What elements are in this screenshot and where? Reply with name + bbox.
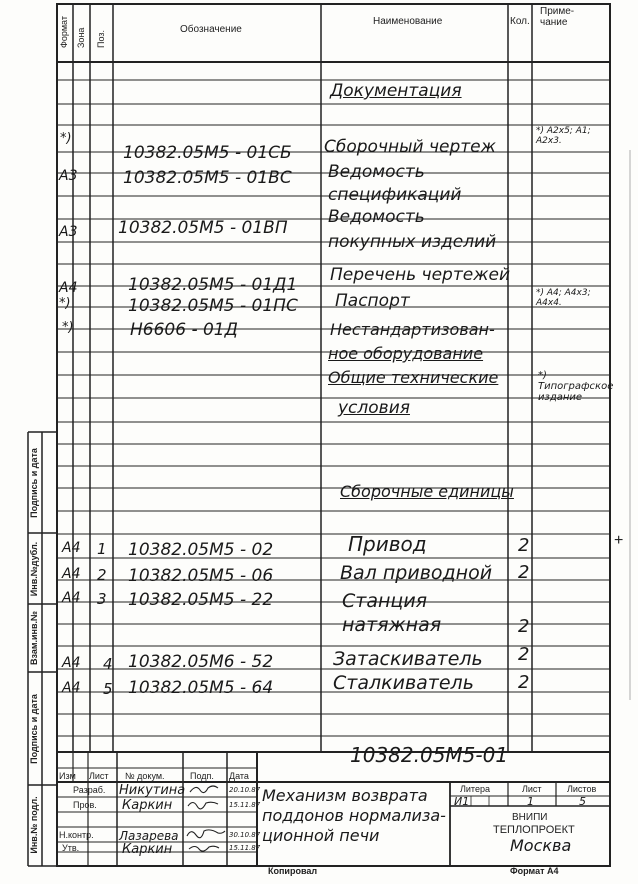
prov-label: Пров. (73, 800, 97, 810)
row-designation: 10382.05М5 - 64 (128, 678, 274, 698)
row-format: А4 (62, 680, 81, 696)
title-line-2: поддонов нормализа- (262, 806, 446, 825)
side-label-inv-dubl: Инв.№дубл. (29, 541, 39, 597)
prov-name: Каркин (122, 798, 173, 813)
doc-number: 10382.05М5-01 (350, 743, 509, 767)
prov-date: 15.11.87 (229, 801, 261, 809)
row-designation: 10382.05М5 - 22 (128, 590, 274, 610)
title-line-1: Механизм возврата (262, 786, 428, 805)
row-note: *) А2х5; А1; А2х3. (536, 126, 591, 146)
sheets-label: Листов (567, 784, 597, 794)
row-pos: 3 (97, 590, 107, 608)
col-date: Дата (229, 771, 249, 781)
nkontr-name: Лазарева (119, 829, 179, 843)
sheets-value: 5 (579, 795, 586, 808)
row-name: Сталкиватель (333, 672, 474, 694)
row-name: Ведомость (328, 207, 425, 227)
row-name: Сборочный чертеж (324, 137, 496, 157)
stray-mark: + (614, 532, 624, 549)
row-qty: 2 (518, 644, 530, 665)
col-izm: Изм (59, 771, 76, 781)
row-name: Нестандартизован- (330, 320, 495, 339)
razrab-date: 20.10.87 (229, 786, 261, 794)
row-format: А3 (59, 168, 78, 184)
litera-value: И1 (454, 795, 470, 808)
row-name: условия (338, 398, 410, 418)
utv-date: 15.11.87 (229, 844, 261, 852)
side-label-sign-date-1: Подпись и дата (29, 694, 39, 764)
side-label-vzam: Взам.инв.№ (29, 610, 39, 666)
org-line-2: ТЕПЛОПРОЕКТ (493, 824, 575, 836)
row-format: А4 (59, 280, 78, 296)
title-line-3: ционной печи (262, 826, 380, 845)
col-list: Лист (89, 771, 109, 781)
row-pos: 2 (97, 566, 107, 584)
header-zone: Зона (76, 27, 86, 48)
org-line-3: Москва (510, 836, 572, 855)
nkontr-label: Н.контр. (59, 830, 94, 840)
side-label-sign-date-2: Подпись и дата (29, 448, 39, 518)
row-qty: 2 (518, 672, 530, 693)
row-format: *) (62, 320, 74, 335)
razrab-name: Никутина (119, 783, 186, 798)
utv-name: Каркин (122, 842, 173, 857)
row-qty: 2 (518, 535, 530, 556)
row-name: натяжная (342, 614, 442, 636)
header-qty: Кол. (510, 16, 530, 27)
row-format: *) (59, 296, 71, 311)
row-name: Ведомость (328, 162, 425, 182)
utv-label: Утв. (62, 843, 80, 853)
row-name: Паспорт (335, 291, 410, 311)
row-designation: 10382.05М5 - 01ВС (123, 168, 292, 188)
footer-copied: Копировал (268, 866, 318, 876)
footer-format: Формат А4 (510, 866, 559, 876)
row-designation: 10382.05М5 - 06 (128, 566, 274, 586)
row-name: спецификаций (328, 185, 462, 205)
row-pos: 1 (97, 540, 107, 558)
row-name: Привод (348, 532, 427, 556)
org-line-1: ВНИПИ (512, 812, 548, 823)
row-format: А4 (62, 590, 81, 606)
row-designation: 10382.05М5 - 02 (128, 540, 274, 560)
row-name: Общие технические (328, 368, 499, 387)
sheet-label: Лист (522, 784, 542, 794)
row-format: А4 (62, 566, 81, 582)
nkontr-date: 30.10.87 (229, 831, 261, 839)
header-designation: Обозначение (180, 24, 242, 35)
row-pos: 5 (103, 680, 113, 698)
row-name: Станция (342, 590, 428, 612)
row-designation: 10382.05М5 - 01Д1 (128, 275, 298, 295)
row-designation: Н6606 - 01Д (130, 320, 238, 340)
row-qty: 2 (518, 616, 530, 637)
side-label-inv-orig: Инв.№ подл. (29, 796, 39, 854)
row-format: А4 (62, 655, 81, 671)
header-note: Приме- чание (540, 6, 575, 28)
row-note: *) Типографское издание (538, 370, 614, 403)
row-name: покупных изделий (328, 232, 497, 252)
row-format: *) (60, 131, 72, 146)
col-sign: Подп. (190, 771, 214, 781)
row-format: А3 (59, 224, 78, 240)
row-format: А4 (62, 540, 81, 556)
row-qty: 2 (518, 562, 530, 583)
col-doc: № докум. (125, 771, 165, 781)
row-designation: 10382.05М5 - 01ВП (118, 218, 288, 238)
row-name: Документация (330, 81, 462, 101)
row-note: *) А4; А4х3; А4х4. (536, 288, 591, 308)
row-name: Вал приводной (340, 562, 493, 584)
row-name: Затаскиватель (333, 648, 483, 670)
row-designation: 10382.05М5 - 01ПС (128, 296, 298, 316)
row-name: ное оборудование (328, 344, 484, 363)
header-name: Наименование (373, 16, 443, 27)
litera-label: Литера (460, 784, 490, 794)
row-designation: 10382.05М5 - 01СБ (123, 143, 292, 163)
razrab-label: Разраб. (73, 785, 106, 795)
header-format: Формат (59, 16, 69, 48)
row-name: Перечень чертежей (330, 265, 511, 285)
row-designation: 10382.05М6 - 52 (128, 652, 274, 672)
row-name: Сборочные единицы (340, 482, 514, 501)
sheet-value: 1 (527, 795, 534, 808)
row-pos: 4 (103, 655, 113, 673)
header-pos: Поз. (96, 30, 106, 48)
